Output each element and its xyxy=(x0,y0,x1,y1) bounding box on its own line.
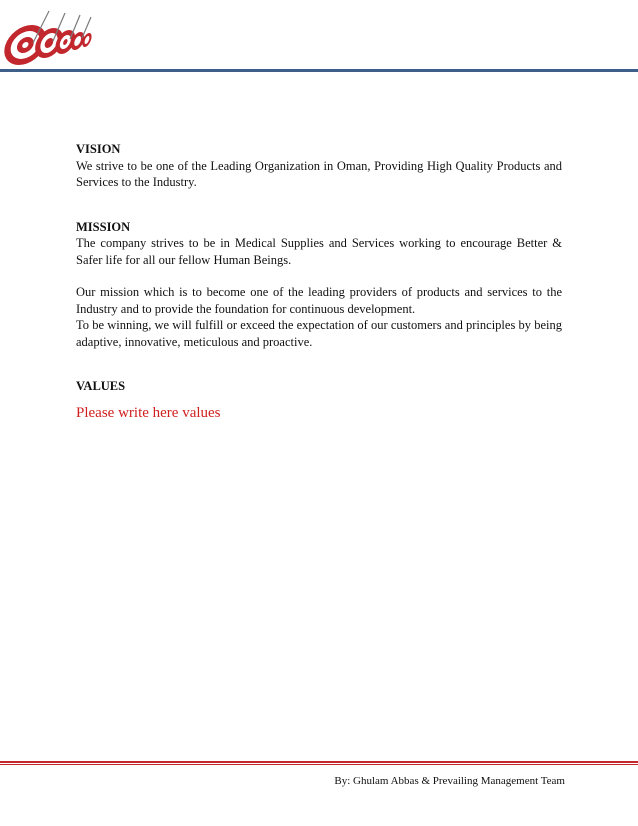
values-heading: VALUES xyxy=(76,379,126,393)
footer-rule xyxy=(0,761,638,763)
mission-heading: MISSION xyxy=(76,219,131,234)
footer-rule-thin xyxy=(0,764,638,765)
bullseye-target-icon xyxy=(3,3,103,69)
document-body xyxy=(76,141,562,421)
mission-paragraph-3: To be winning, we will fulfill or exceed the expectation of our customers and principles by being adaptive, innovative, meticulous and proactive. xyxy=(76,318,562,349)
vision-text: We strive to be one of the Leading Organization in Oman, Providing High Quality Products and Services to the Industry. xyxy=(76,158,562,189)
mission-text: The company strives to be in Medical Supplies and Services working to encourage Better & Safer life for all our fellow Human Beings. xyxy=(76,236,562,267)
header-rule xyxy=(0,69,638,72)
footer-credit: By: Ghulam Abbas & Prevailing Management Team xyxy=(334,775,565,787)
values-placeholder-text: Please write here values xyxy=(76,404,221,421)
mission-paragraph-2: Our mission which is to become one of the leading providers of products and services to the Industry and to provide the foundation for continuous development. xyxy=(76,285,562,316)
vision-heading: VISION xyxy=(76,142,121,156)
